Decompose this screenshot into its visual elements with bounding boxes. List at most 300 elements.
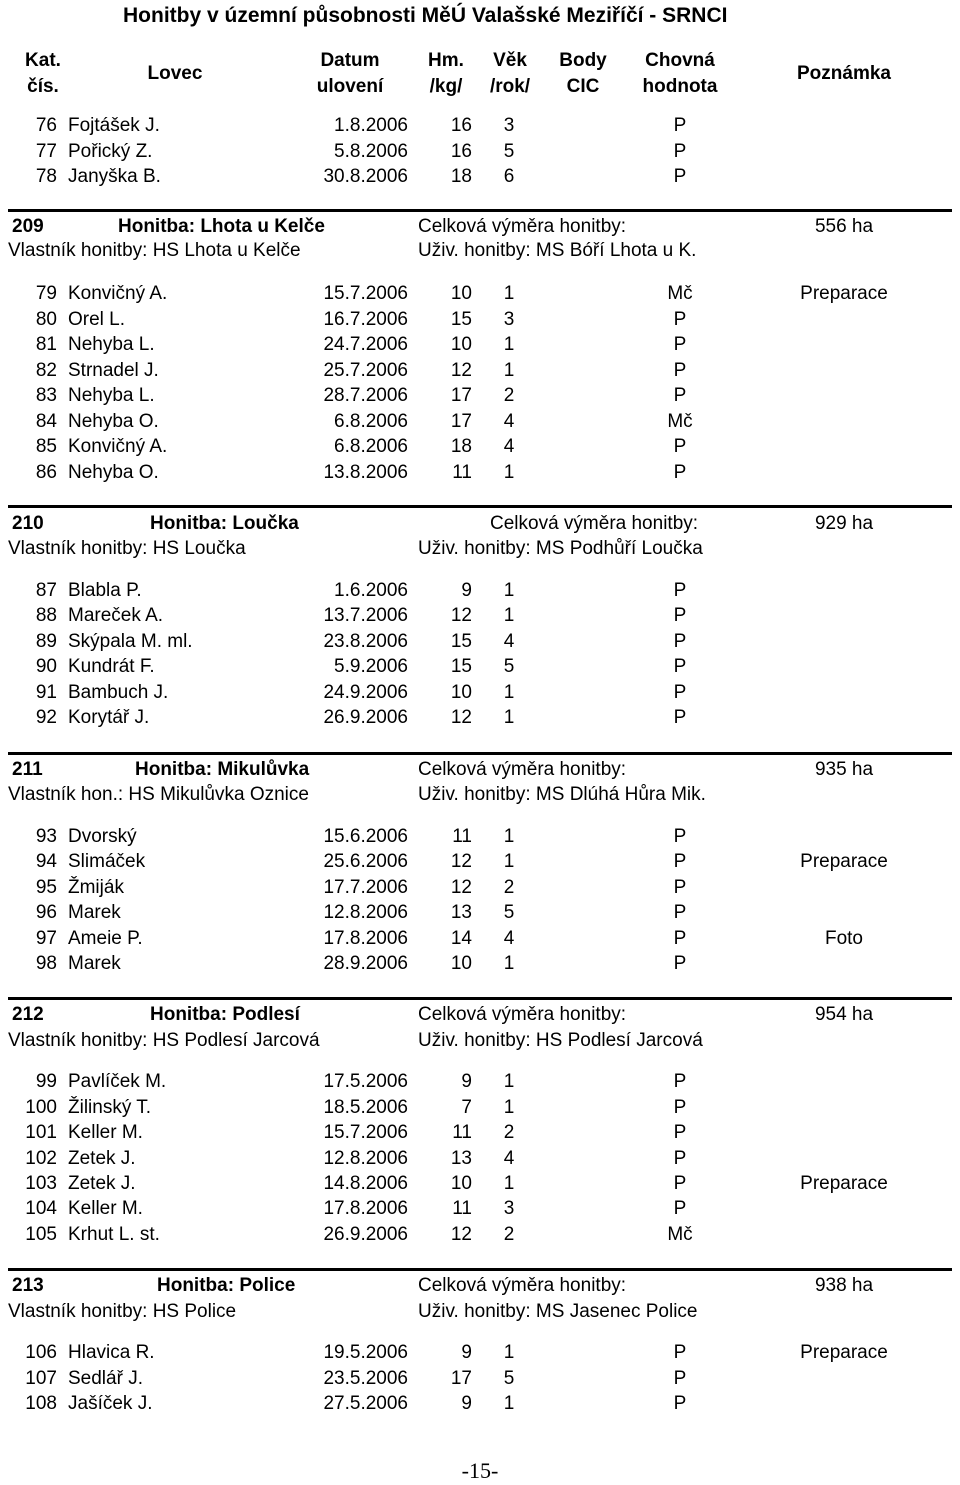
table-row <box>0 707 960 731</box>
row-age: 3 <box>503 1198 515 1219</box>
row-breeding-value: P <box>673 682 687 703</box>
row-hunter: Fojtášek J. <box>68 115 160 136</box>
row-number: 79 <box>35 283 57 304</box>
header-kat-line1: Kat. <box>25 50 61 71</box>
row-age: 4 <box>503 411 515 432</box>
row-breeding-value: P <box>673 309 687 330</box>
row-date: 23.5.2006 <box>323 1368 408 1389</box>
row-weight: 10 <box>450 334 472 355</box>
row-note: Preparace <box>800 851 888 872</box>
row-breeding-value: P <box>673 928 687 949</box>
row-weight: 18 <box>450 166 472 187</box>
row-age: 1 <box>503 580 515 601</box>
row-hunter: Nehyba O. <box>68 411 159 432</box>
table-row <box>0 953 960 977</box>
section-area-label: Celková výměra honitby: <box>490 513 699 534</box>
table-row <box>0 1198 960 1222</box>
row-weight: 12 <box>450 605 472 626</box>
section-ground-label: Honitba: <box>157 1275 235 1296</box>
row-hunter: Mareček A. <box>68 605 164 626</box>
row-weight: 11 <box>452 826 472 847</box>
header-datum-line1: Datum <box>320 50 380 71</box>
row-hunter: Krhut L. st. <box>68 1224 160 1245</box>
table-row <box>0 902 960 926</box>
section-user: Uživ. honitby: MS Dlúhá Hůra Mik. <box>418 784 706 805</box>
table-row <box>0 1368 960 1392</box>
row-age: 4 <box>503 436 515 457</box>
section-divider <box>8 505 952 508</box>
section-ground-label: Honitba: <box>135 759 213 780</box>
row-age: 2 <box>503 1224 515 1245</box>
row-breeding-value: P <box>673 1122 687 1143</box>
row-hunter: Žmiják <box>68 877 124 898</box>
header-chovna <box>630 48 730 100</box>
table-row <box>0 826 960 850</box>
row-weight: 10 <box>450 1173 472 1194</box>
table-row <box>0 928 960 952</box>
table-row <box>0 1342 960 1366</box>
row-date: 1.8.2006 <box>334 115 408 136</box>
section-ground-value: Police <box>239 1275 296 1296</box>
row-date: 17.8.2006 <box>323 1198 408 1219</box>
header-vek <box>480 48 540 100</box>
row-breeding-value: P <box>673 826 687 847</box>
section-code: 211 <box>12 759 43 780</box>
row-hunter: Dvorský <box>68 826 137 847</box>
row-hunter: Korytář J. <box>68 707 150 728</box>
section-user: Uživ. honitby: MS Bóří Lhota u K. <box>418 240 697 261</box>
row-number: 82 <box>35 360 57 381</box>
section-ground-label: Honitba: <box>150 1004 228 1025</box>
row-breeding-value: P <box>673 656 687 677</box>
header-lovec: Lovec <box>147 63 203 84</box>
section-ground-label: Honitba: <box>118 216 196 237</box>
table-row <box>0 334 960 358</box>
table-row <box>0 631 960 655</box>
section-ground-name <box>118 216 325 238</box>
row-number: 77 <box>35 141 57 162</box>
row-number: 97 <box>35 928 57 949</box>
row-number: 104 <box>25 1198 57 1219</box>
row-hunter: Pavlíček M. <box>68 1071 167 1092</box>
table-row <box>0 877 960 901</box>
row-age: 1 <box>503 1173 515 1194</box>
section-area-label: Celková výměra honitby: <box>418 759 627 780</box>
row-age: 5 <box>503 1368 515 1389</box>
row-age: 3 <box>503 309 515 330</box>
row-hunter: Slimáček <box>68 851 146 872</box>
section-owner: Vlastník honitby: HS Lhota u Kelče <box>8 240 301 261</box>
table-row <box>0 1148 960 1172</box>
row-date: 13.7.2006 <box>323 605 408 626</box>
header-chovna-line2: hodnota <box>642 76 718 97</box>
row-hunter: Keller M. <box>68 1198 143 1219</box>
row-note: Preparace <box>800 1173 888 1194</box>
row-date: 19.5.2006 <box>323 1342 408 1363</box>
header-vek-line1: Věk <box>493 50 527 71</box>
row-hunter: Keller M. <box>68 1122 143 1143</box>
row-age: 1 <box>503 682 515 703</box>
header-hm-line1: Hm. <box>428 50 464 71</box>
section-area-label: Celková výměra honitby: <box>418 1004 627 1025</box>
row-number: 78 <box>35 166 57 187</box>
row-age: 4 <box>503 1148 515 1169</box>
section-area-value: 938 ha <box>814 1275 874 1296</box>
row-number: 87 <box>35 580 57 601</box>
row-breeding-value: P <box>673 1393 687 1414</box>
row-number: 106 <box>25 1342 57 1363</box>
table-row <box>0 411 960 435</box>
row-age: 2 <box>503 1122 515 1143</box>
row-number: 91 <box>35 682 57 703</box>
row-number: 86 <box>35 462 57 483</box>
row-weight: 16 <box>450 115 472 136</box>
row-age: 1 <box>503 1097 515 1118</box>
section-ground-value: Loučka <box>232 513 299 534</box>
row-breeding-value: P <box>673 166 687 187</box>
row-breeding-value: P <box>673 851 687 872</box>
row-hunter: Strnadel J. <box>68 360 159 381</box>
section-user: Uživ. honitby: HS Podlesí Jarcová <box>418 1030 703 1051</box>
table-row <box>0 851 960 875</box>
section-user: Uživ. honitby: MS Jasenec Police <box>418 1301 698 1322</box>
row-date: 28.9.2006 <box>323 953 408 974</box>
row-weight: 15 <box>450 656 472 677</box>
row-weight: 12 <box>450 1224 472 1245</box>
header-datum-line2: ulovení <box>316 76 384 97</box>
row-breeding-value: Mč <box>667 411 693 432</box>
row-number: 103 <box>25 1173 57 1194</box>
row-number: 99 <box>35 1071 57 1092</box>
section-code: 209 <box>12 216 44 237</box>
row-number: 76 <box>35 115 57 136</box>
row-date: 14.8.2006 <box>323 1173 408 1194</box>
row-breeding-value: P <box>673 436 687 457</box>
row-date: 12.8.2006 <box>323 1148 408 1169</box>
table-row <box>0 360 960 384</box>
row-age: 6 <box>503 166 515 187</box>
row-weight: 17 <box>450 1368 472 1389</box>
row-age: 5 <box>503 141 515 162</box>
table-row <box>0 656 960 680</box>
row-breeding-value: Mč <box>667 1224 693 1245</box>
page-title: Honitby v územní působnosti MěÚ Valašské Meziříčí - SRNCI <box>123 4 728 27</box>
row-age: 1 <box>503 1071 515 1092</box>
row-age: 1 <box>503 462 515 483</box>
row-date: 6.8.2006 <box>334 436 408 457</box>
table-row <box>0 309 960 333</box>
row-breeding-value: P <box>673 877 687 898</box>
row-hunter: Nehyba L. <box>68 334 155 355</box>
table-row <box>0 1173 960 1197</box>
section-code: 210 <box>12 513 44 534</box>
row-age: 5 <box>503 656 515 677</box>
row-weight: 13 <box>450 1148 472 1169</box>
table-row <box>0 462 960 486</box>
row-number: 92 <box>35 707 57 728</box>
row-weight: 9 <box>461 1342 472 1363</box>
row-date: 26.9.2006 <box>323 1224 408 1245</box>
row-number: 88 <box>35 605 57 626</box>
row-number: 96 <box>35 902 57 923</box>
row-date: 23.8.2006 <box>323 631 408 652</box>
row-hunter: Jašíček J. <box>68 1393 153 1414</box>
row-breeding-value: P <box>673 141 687 162</box>
row-breeding-value: P <box>673 902 687 923</box>
section-divider <box>8 752 952 755</box>
table-row <box>0 682 960 706</box>
row-age: 1 <box>503 334 515 355</box>
header-vek-line2: /rok/ <box>489 76 531 97</box>
row-weight: 15 <box>450 631 472 652</box>
table-row <box>0 1393 960 1417</box>
row-weight: 15 <box>450 309 472 330</box>
row-breeding-value: P <box>673 1173 687 1194</box>
row-number: 105 <box>25 1224 57 1245</box>
row-weight: 10 <box>450 682 472 703</box>
row-weight: 12 <box>450 851 472 872</box>
row-breeding-value: P <box>673 360 687 381</box>
row-date: 18.5.2006 <box>323 1097 408 1118</box>
row-date: 17.8.2006 <box>323 928 408 949</box>
section-area-label: Celková výměra honitby: <box>418 1275 627 1296</box>
row-age: 1 <box>503 707 515 728</box>
row-hunter: Sedlář J. <box>68 1368 143 1389</box>
row-age: 4 <box>503 631 515 652</box>
row-number: 80 <box>35 309 57 330</box>
row-date: 6.8.2006 <box>334 411 408 432</box>
row-note: Preparace <box>800 283 888 304</box>
row-hunter: Nehyba L. <box>68 385 155 406</box>
section-code: 213 <box>12 1275 44 1296</box>
header-hm <box>418 48 474 100</box>
row-note: Preparace <box>800 1342 888 1363</box>
section-owner: Vlastník honitby: HS Podlesí Jarcová <box>8 1030 320 1051</box>
row-number: 107 <box>25 1368 57 1389</box>
row-date: 30.8.2006 <box>323 166 408 187</box>
row-weight: 12 <box>450 360 472 381</box>
header-poznamka: Poznámka <box>797 63 891 84</box>
row-number: 89 <box>35 631 57 652</box>
row-breeding-value: P <box>673 334 687 355</box>
row-number: 95 <box>35 877 57 898</box>
row-breeding-value: P <box>673 580 687 601</box>
row-weight: 9 <box>461 1071 472 1092</box>
row-weight: 11 <box>452 1122 472 1143</box>
row-age: 3 <box>503 115 515 136</box>
section-ground-value: Lhota u Kelče <box>200 216 325 237</box>
row-hunter: Hlavica R. <box>68 1342 155 1363</box>
section-divider <box>8 1268 952 1271</box>
header-kat <box>18 48 68 100</box>
table-row <box>0 1224 960 1248</box>
table-row <box>0 115 960 139</box>
row-breeding-value: P <box>673 1342 687 1363</box>
row-age: 1 <box>503 826 515 847</box>
row-number: 85 <box>35 436 57 457</box>
row-age: 1 <box>503 1393 515 1414</box>
section-ground-value: Podlesí <box>232 1004 300 1025</box>
section-area-label: Celková výměra honitby: <box>418 216 627 237</box>
row-note: Foto <box>824 928 864 949</box>
section-ground-value: Mikulůvka <box>217 759 310 780</box>
row-date: 25.6.2006 <box>323 851 408 872</box>
row-hunter: Skýpala M. ml. <box>68 631 193 652</box>
header-chovna-line1: Chovná <box>645 50 715 71</box>
row-date: 28.7.2006 <box>323 385 408 406</box>
row-breeding-value: P <box>673 385 687 406</box>
table-row <box>0 141 960 165</box>
section-area-value: 935 ha <box>814 759 874 780</box>
table-row <box>0 385 960 409</box>
row-weight: 14 <box>450 928 472 949</box>
section-owner: Vlastník honitby: HS Loučka <box>8 538 246 559</box>
row-weight: 9 <box>461 580 472 601</box>
row-hunter: Zetek J. <box>68 1173 136 1194</box>
row-age: 4 <box>503 928 515 949</box>
row-hunter: Janyška B. <box>68 166 161 187</box>
row-number: 94 <box>35 851 57 872</box>
section-divider <box>8 997 952 1000</box>
row-breeding-value: P <box>673 631 687 652</box>
row-hunter: Ameie P. <box>68 928 143 949</box>
row-breeding-value: P <box>673 1198 687 1219</box>
section-ground-name <box>150 513 299 535</box>
section-area-value: 556 ha <box>814 216 874 237</box>
header-hm-line2: /kg/ <box>429 76 463 97</box>
row-date: 5.9.2006 <box>334 656 408 677</box>
header-body-line2: CIC <box>566 76 600 97</box>
row-weight: 17 <box>450 385 472 406</box>
row-hunter: Žilinský T. <box>68 1097 152 1118</box>
row-number: 98 <box>35 953 57 974</box>
table-row <box>0 1122 960 1146</box>
row-breeding-value: P <box>673 707 687 728</box>
row-weight: 7 <box>461 1097 472 1118</box>
table-row <box>0 605 960 629</box>
section-code: 212 <box>12 1004 44 1025</box>
row-hunter: Konvičný A. <box>68 436 168 457</box>
row-weight: 16 <box>450 141 472 162</box>
row-number: 83 <box>35 385 57 406</box>
row-weight: 10 <box>450 953 472 974</box>
section-owner: Vlastník hon.: HS Mikulůvka Oznice <box>8 784 309 805</box>
row-weight: 17 <box>450 411 472 432</box>
row-number: 102 <box>25 1148 57 1169</box>
section-user: Uživ. honitby: MS Podhůří Loučka <box>418 538 703 559</box>
row-date: 12.8.2006 <box>323 902 408 923</box>
section-ground-name <box>157 1275 295 1297</box>
row-breeding-value: P <box>673 462 687 483</box>
row-weight: 10 <box>450 283 472 304</box>
row-hunter: Blabla P. <box>68 580 142 601</box>
row-breeding-value: P <box>673 605 687 626</box>
table-row <box>0 1071 960 1095</box>
row-weight: 11 <box>452 462 472 483</box>
row-number: 100 <box>25 1097 57 1118</box>
row-weight: 18 <box>450 436 472 457</box>
header-kat-line2: čís. <box>27 76 59 97</box>
row-hunter: Zetek J. <box>68 1148 136 1169</box>
row-age: 5 <box>503 902 515 923</box>
table-row <box>0 166 960 190</box>
row-hunter: Orel L. <box>68 309 126 330</box>
row-age: 1 <box>503 1342 515 1363</box>
row-number: 81 <box>35 334 57 355</box>
row-age: 1 <box>503 283 515 304</box>
row-breeding-value: P <box>673 1071 687 1092</box>
table-row <box>0 1097 960 1121</box>
header-body-line1: Body <box>559 50 607 71</box>
row-hunter: Marek <box>68 953 121 974</box>
row-age: 1 <box>503 360 515 381</box>
row-number: 84 <box>35 411 57 432</box>
row-date: 27.5.2006 <box>323 1393 408 1414</box>
row-date: 5.8.2006 <box>334 141 408 162</box>
row-date: 16.7.2006 <box>323 309 408 330</box>
row-date: 15.7.2006 <box>323 1122 408 1143</box>
row-date: 13.8.2006 <box>323 462 408 483</box>
row-hunter: Pořický Z. <box>68 141 153 162</box>
row-breeding-value: P <box>673 953 687 974</box>
header-body <box>548 48 618 100</box>
section-ground-label: Honitba: <box>150 513 228 534</box>
row-date: 24.7.2006 <box>323 334 408 355</box>
row-weight: 11 <box>452 1198 472 1219</box>
section-divider <box>8 209 952 212</box>
row-age: 2 <box>503 385 515 406</box>
row-date: 17.5.2006 <box>323 1071 408 1092</box>
section-ground-name <box>150 1004 300 1026</box>
row-date: 24.9.2006 <box>323 682 408 703</box>
row-breeding-value: P <box>673 115 687 136</box>
table-row <box>0 436 960 460</box>
row-hunter: Kundrát F. <box>68 656 155 677</box>
header-datum <box>300 48 400 100</box>
row-date: 26.9.2006 <box>323 707 408 728</box>
row-breeding-value: Mč <box>667 283 693 304</box>
row-hunter: Nehyba O. <box>68 462 159 483</box>
row-number: 93 <box>35 826 57 847</box>
row-date: 15.6.2006 <box>323 826 408 847</box>
row-number: 108 <box>25 1393 57 1414</box>
section-ground-name <box>135 759 309 781</box>
row-weight: 12 <box>450 707 472 728</box>
row-number: 101 <box>25 1122 57 1143</box>
table-row <box>0 580 960 604</box>
row-breeding-value: P <box>673 1368 687 1389</box>
row-breeding-value: P <box>673 1148 687 1169</box>
section-area-value: 929 ha <box>814 513 874 534</box>
row-age: 1 <box>503 851 515 872</box>
row-age: 2 <box>503 877 515 898</box>
row-date: 17.7.2006 <box>323 877 408 898</box>
row-date: 15.7.2006 <box>323 283 408 304</box>
row-hunter: Bambuch J. <box>68 682 169 703</box>
table-row <box>0 283 960 307</box>
row-date: 25.7.2006 <box>323 360 408 381</box>
row-age: 1 <box>503 953 515 974</box>
row-weight: 13 <box>450 902 472 923</box>
row-weight: 9 <box>461 1393 472 1414</box>
row-weight: 12 <box>450 877 472 898</box>
row-hunter: Marek <box>68 902 121 923</box>
row-hunter: Konvičný A. <box>68 283 168 304</box>
section-area-value: 954 ha <box>814 1004 874 1025</box>
row-age: 1 <box>503 605 515 626</box>
section-owner: Vlastník honitby: HS Police <box>8 1301 237 1322</box>
row-date: 1.6.2006 <box>334 580 408 601</box>
